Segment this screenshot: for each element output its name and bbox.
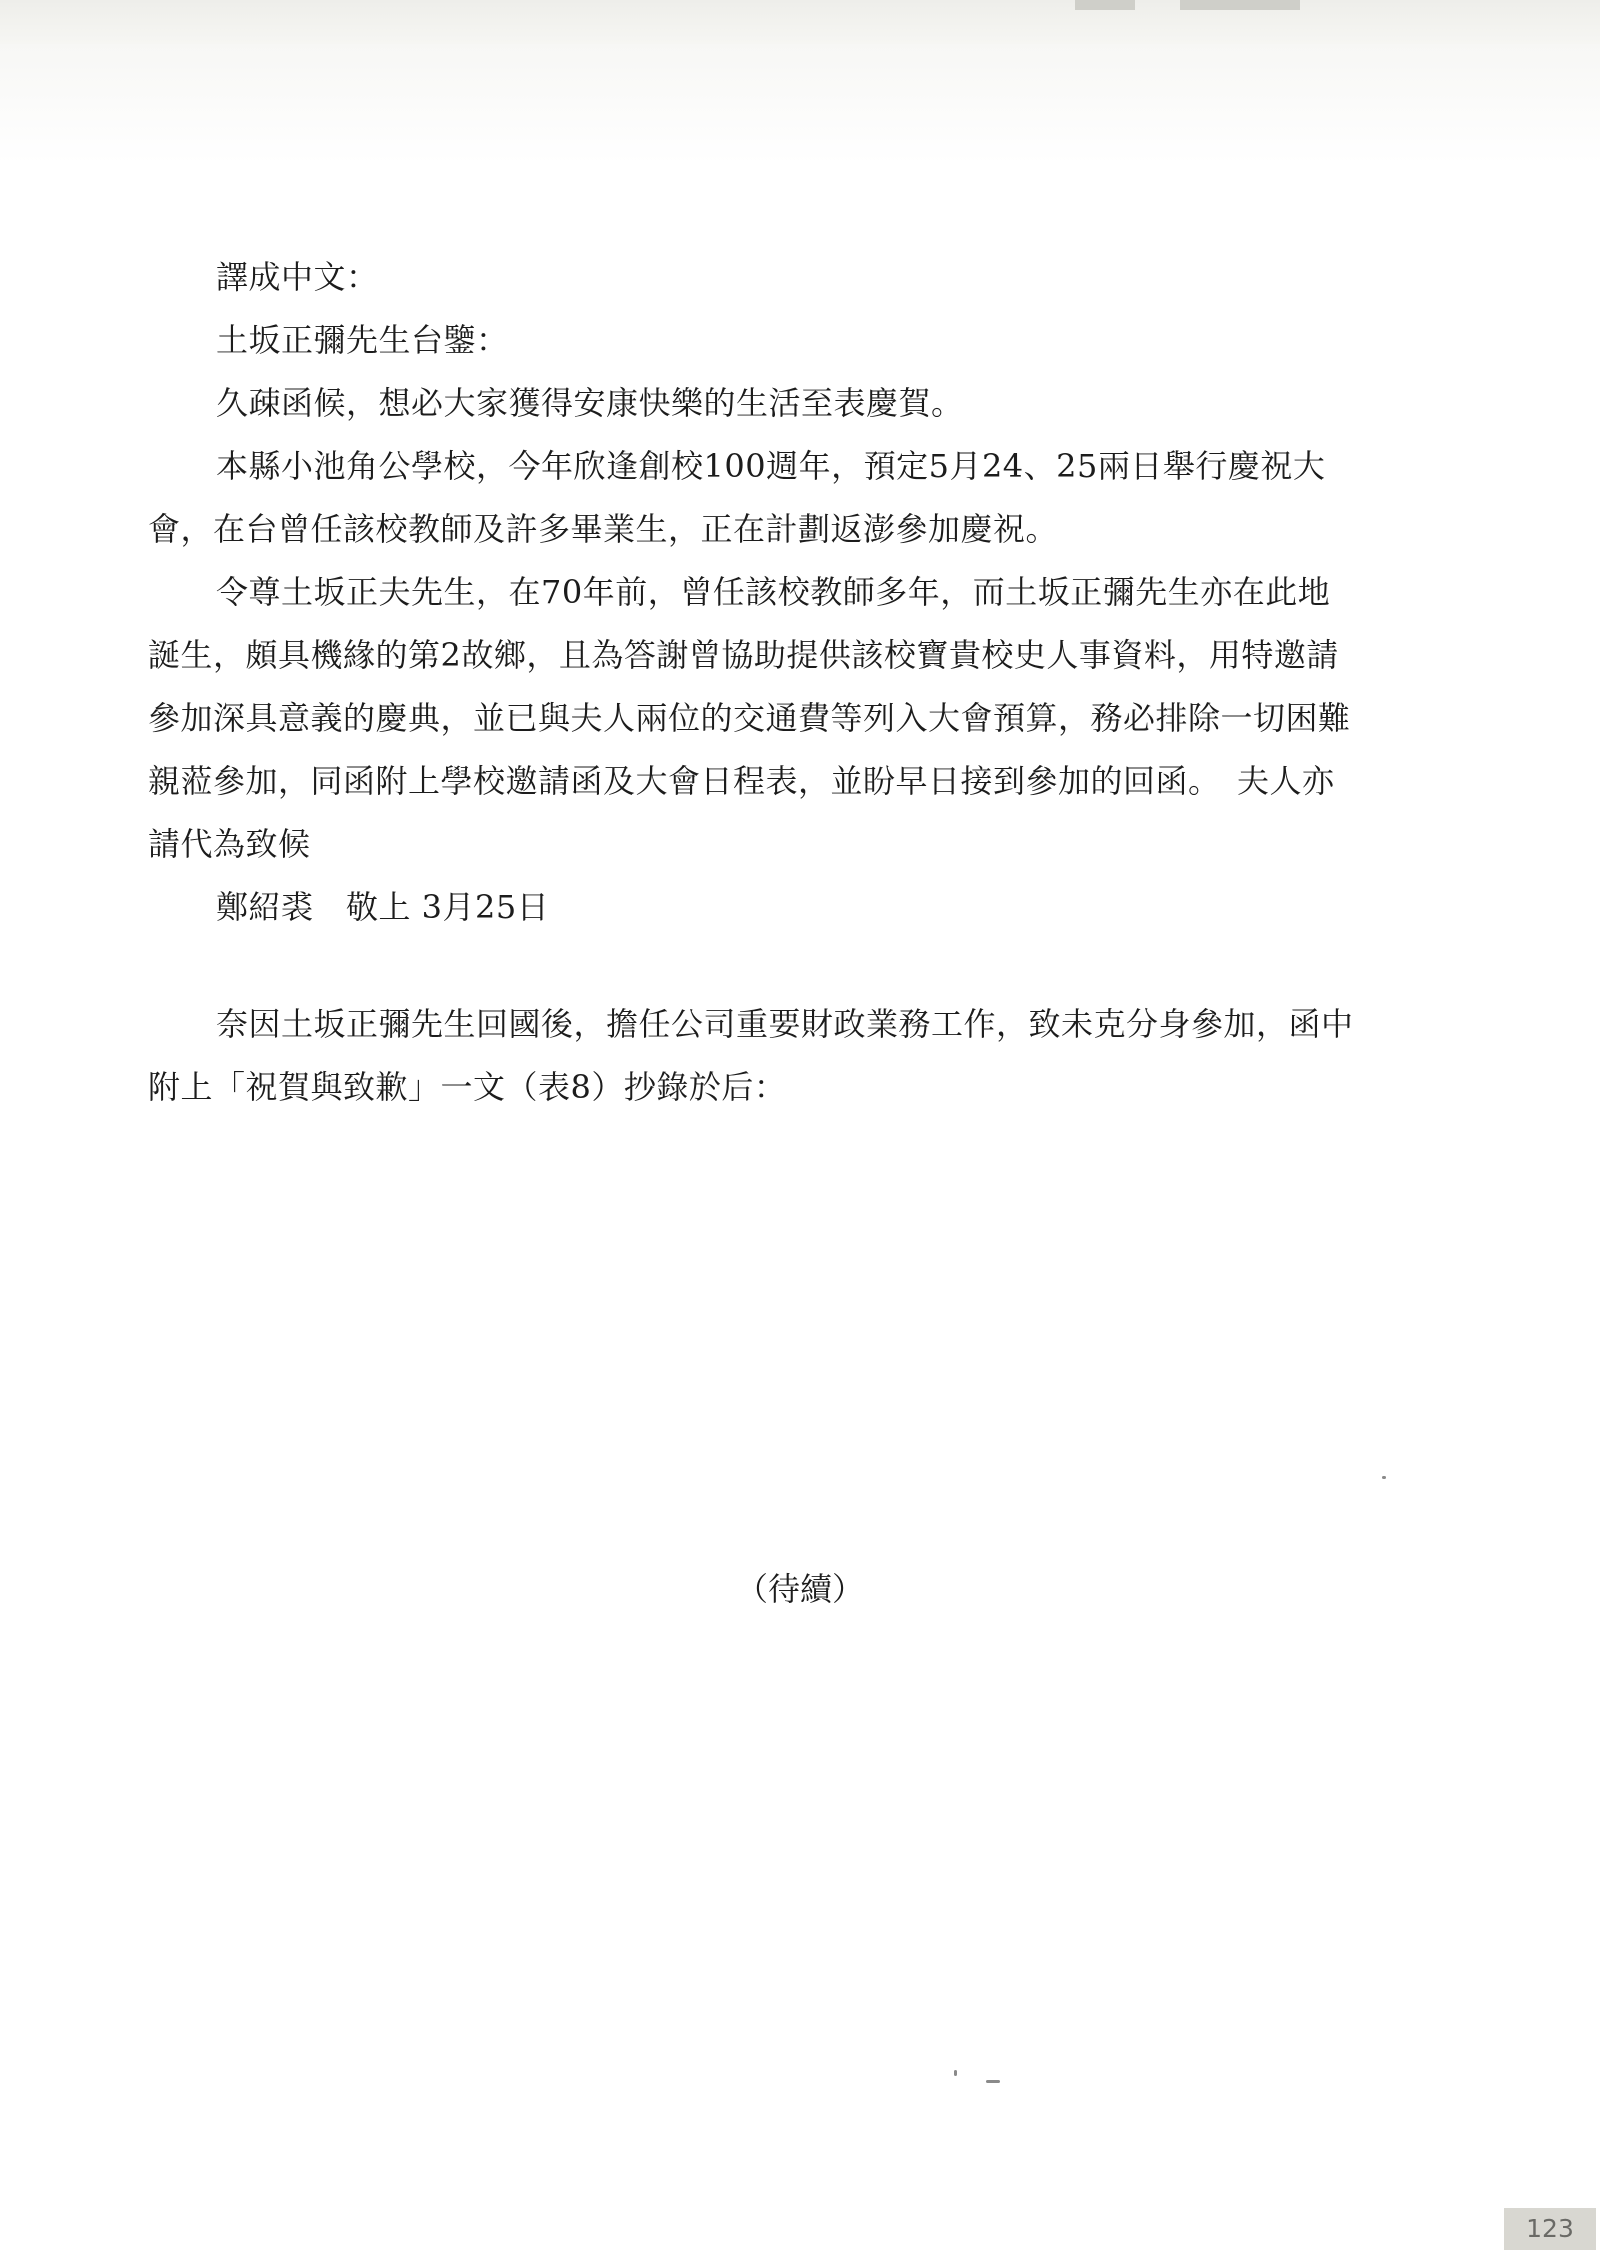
scan-artifact-mark	[1075, 0, 1135, 10]
scan-speck	[986, 2080, 1000, 2083]
letter-body	[148, 246, 1354, 1119]
paragraph-translation-heading: 譯成中文：	[216, 258, 379, 296]
scan-speck	[1382, 1476, 1386, 1479]
paragraph-reply-note: 奈因土坂正彌先生回國後，擔任公司重要財政業務工作，致未克分身參加，函中附上「祝賀與致歉」一文（表8）抄錄於后：	[148, 1005, 1354, 1106]
paragraph-centennial: 本縣小池角公學校，今年欣逢創校100週年，預定5月24、25兩日舉行慶祝大會，在台曾任該校教師及許多畢業生，正在計劃返澎參加慶祝。	[148, 447, 1326, 548]
scan-artifact-mark	[1180, 0, 1300, 10]
scan-top-band	[0, 0, 1600, 44]
scan-speck	[954, 2070, 957, 2076]
paragraph-gap	[148, 939, 1354, 993]
page-number: 123	[1504, 2208, 1596, 2250]
scan-shading	[0, 44, 1600, 164]
paragraph-invitation: 令尊土坂正夫先生，在70年前，曾任該校教師多年，而土坂正彌先生亦在此地誕生，頗具機緣的第2故鄉，且為答謝曾協助提供該校寶貴校史人事資料，用特邀請參加深具意義的慶典，並已與夫人兩位的交通費等列入大會預算，務必排除一切困難親蒞參加，同函附上學校邀請函及大會日程表，並盼早日接到參加的回函。 夫人亦請代為致候	[148, 573, 1351, 863]
paragraph-greeting: 久疎函候，想必大家獲得安康快樂的生活至表慶賀。	[216, 384, 964, 422]
continued-label: （待續）	[735, 1570, 864, 1608]
paragraph-salutation: 土坂正彌先生台鑒：	[216, 321, 509, 359]
paragraph-signature: 鄭紹裘 敬上 3月25日	[216, 888, 550, 926]
